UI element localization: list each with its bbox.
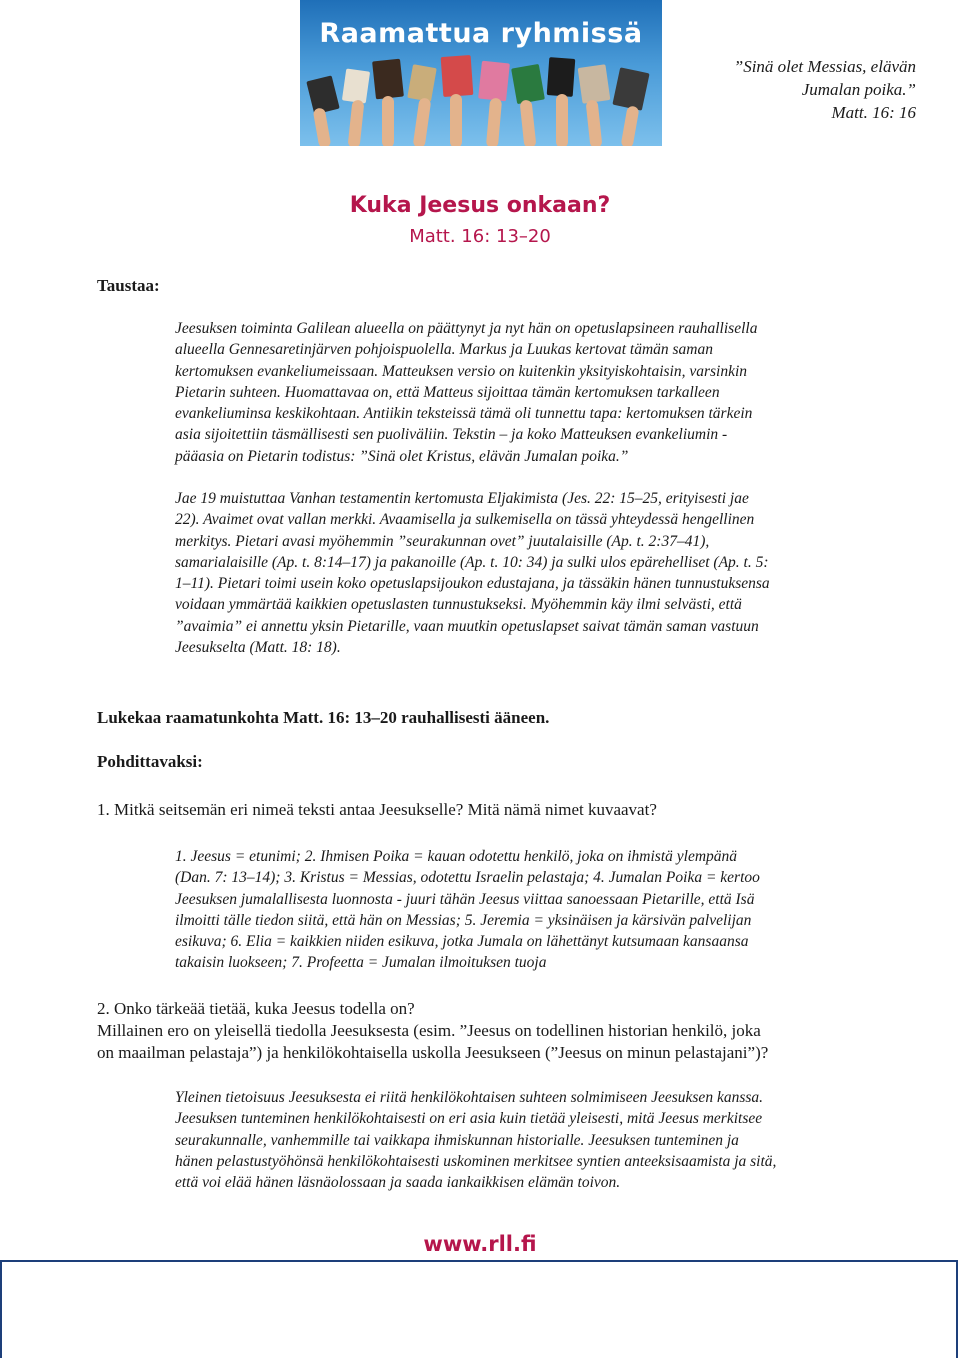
quote-line: Jumalan poika.” <box>801 80 916 99</box>
text-line: merkitys. Pietari avasi myöhemmin ”seurakunnan ovet” juutalaisille (Ap. t. 2:37–41), <box>175 532 710 550</box>
answer-1 <box>175 846 875 974</box>
text-line: Pietarin suhteen. Huomattavaa on, että Matteus sijoittaa tämän kertomuksen tarkalleen <box>175 383 720 401</box>
text-line: Jeesuksen tunteminen henkilökohtaisesti on eri asia kuin tietää yleisesti, mitä Jeesus merkitsee <box>175 1110 763 1128</box>
quote-line: ”Sinä olet Messias, elävän <box>733 57 916 76</box>
text-line: Jeesukselta (Matt. 18: 18). <box>175 639 341 657</box>
text-line: hänen pelastustyöhönsä henkilökohtaisesti uskominen merkitsee syntien anteeksisaamista ja sitä, <box>175 1152 777 1170</box>
reflection-heading: Pohdittavaksi: <box>97 752 203 771</box>
text-line: 2. Onko tärkeää tietää, kuka Jeesus todella on? <box>97 999 415 1018</box>
text-line: (Dan. 7: 13–14); 3. Kristus = Messias, odotettu Israelin pelastaja; 4. Jumalan Poika = kertoo <box>175 869 760 887</box>
text-line: että voi elää hänen läsnäolossaan ja saada iankaikkisen elämän toivon. <box>175 1174 621 1192</box>
question-2 <box>97 998 897 1064</box>
text-line: 1. Jeesus = etunimi; 2. Ihmisen Poika = kauan odotettu henkilö, joka on ihmistä ylempänä <box>175 848 738 865</box>
header-quote <box>656 55 916 124</box>
text-line: esikuva; 6. Elia = kaikkien niiden esikuva, jotka Jumala on lähettänyt kutsumaan kansaansa <box>175 933 749 951</box>
header-banner <box>300 0 662 146</box>
answer-2 <box>175 1087 875 1193</box>
text-line: on maailman pelastaja”) ja henkilökohtaisella uskolla Jeesukseen (”Jeesus on minun pelastajani”)? <box>97 1043 769 1062</box>
read-instruction: Lukekaa raamatunkohta Matt. 16: 13–20 rauhallisesti ääneen. <box>97 708 550 727</box>
text-line: evankeliuminsa keskikohtaan. Antiikin teksteissä tämä oli tunnettu tapa: kertomuksen tärkein <box>175 405 753 423</box>
quote-line: Matt. 16: 16 <box>831 103 916 122</box>
text-line: takaisin luokseen; 7. Profeetta = Jumalan ilmoituksen tuoja <box>175 954 547 972</box>
text-line: ilmoitti tälle tiedon siitä, että hän on Messias; 5. Jeremia = yksinäisen ja kärsivän palvelijan <box>175 911 752 929</box>
background-heading: Taustaa: <box>97 276 160 295</box>
text-line: samarialaisille (Ap. t. 8:14–17) ja pakanoille (Ap. t. 10: 34) ja sulki ulos epärehelliset (Ap. t. 5: <box>175 553 769 571</box>
footer-url[interactable]: www.rll.fi <box>423 1232 537 1256</box>
text-line: Yleinen tietoisuus Jeesuksesta ei riitä henkilökohtaisen suhteen solmimiseen Jeesuksen kanssa. <box>175 1089 764 1106</box>
text-line: voidaan ymmärtää kaikkien opetuslasten tunnustukseksi. Myöhemmin käy ilmi selvästi, että <box>175 596 742 614</box>
background-paragraph-2 <box>175 488 875 658</box>
text-line: Jeesuksen toiminta Galilean alueella on päättynyt ja nyt hän on opetuslapsineen rauhallisella <box>175 320 758 337</box>
page-title: Kuka Jeesus onkaan? <box>349 193 611 218</box>
text-line: Millainen ero on yleisellä tiedolla Jeesuksesta (esim. ”Jeesus on todellinen historian henkilö, joka <box>97 1021 761 1040</box>
bottom-frame <box>0 1260 958 1358</box>
text-line: ”avaimia” ei annettu yksin Pietarille, vaan muutkin opetuslapset saivat tämän saman vastuun <box>175 617 759 635</box>
text-line: Jae 19 muistuttaa Vanhan testamentin kertomusta Eljakimista (Jes. 22: 15–25, erityisesti jae <box>175 490 749 507</box>
background-paragraph-1 <box>175 318 875 467</box>
text-line: seurakunnalle, vanhemmille tai vaikkapa ihmiskunnan historialle. Jeesuksen tunteminen ja <box>175 1131 739 1149</box>
banner-title: Raamattua ryhmissä <box>319 18 643 49</box>
text-line: alueella Gennesaretinjärven pohjoispuolella. Markus ja Luukas kertovat tämän saman <box>175 341 713 359</box>
text-line: Jeesuksen jumalallisesta luonnosta - juuri tähän Jeesus viittaa sanoessaan Pietarille, että Isä <box>175 890 755 908</box>
page-subtitle: Matt. 16: 13–20 <box>409 226 551 247</box>
text-line: kertomuksen evankeliumeissaan. Matteuksen versio on kuitenkin yksityiskohtaisin, varsinkin <box>175 362 748 380</box>
text-line: 22). Avaimet ovat vallan merkki. Avaamisella ja sulkemisella on tässä yhteydessä hengellinen <box>175 511 755 529</box>
question-1: 1. Mitkä seitsemän eri nimeä teksti antaa Jeesukselle? Mitä nämä nimet kuvaavat? <box>97 800 657 819</box>
text-line: 1–11). Pietari toimi usein koko opetuslapsijoukon edustajana, ja tässäkin hänen tunnustuksensa <box>175 575 770 593</box>
text-line: pääasia on Pietarin todistus: ”Sinä olet Kristus, elävän Jumalan poika.” <box>175 447 629 465</box>
text-line: asia sijoitettiin täsmällisesti sen puoliväliin. Tekstin – ja koko Matteuksen evankeliumin - <box>175 426 728 444</box>
